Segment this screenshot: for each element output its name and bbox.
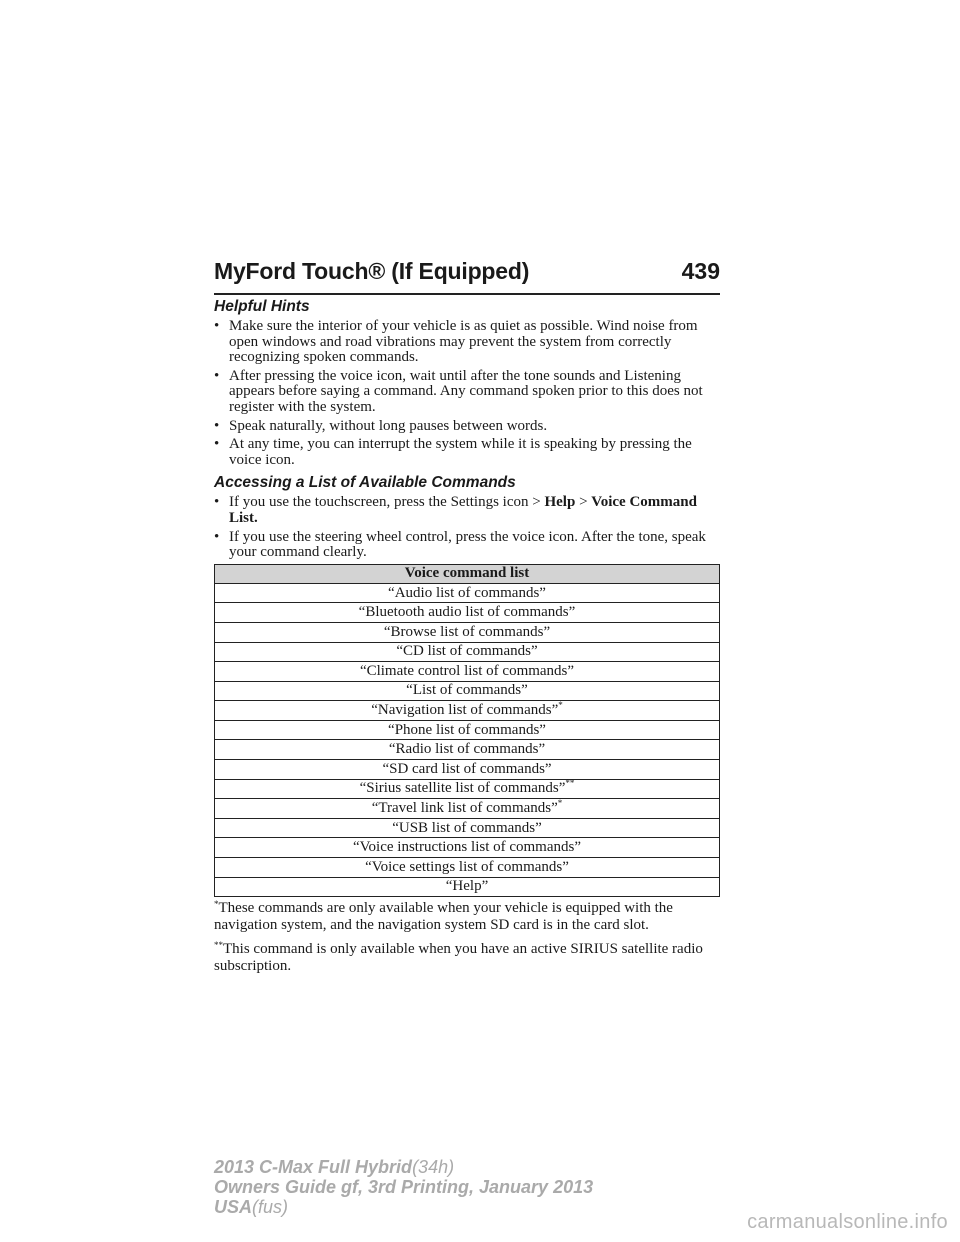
list-item: • At any time, you can interrupt the system while it is speaking by pressing the voice icon. bbox=[214, 436, 692, 468]
voice-command-list-label: Voice Command List. bbox=[229, 494, 697, 526]
accessing-commands-heading: Accessing a List of Available Commands bbox=[214, 474, 516, 492]
bullet-icon: • bbox=[214, 436, 220, 453]
accessing-commands-list bbox=[214, 495, 720, 560]
table-cell: “Phone list of commands” bbox=[215, 720, 720, 740]
footer-line-printing: Owners Guide gf, 3rd Printing, January 2013 bbox=[214, 1177, 594, 1197]
footnote-navigation: *These commands are only available when your vehicle is equipped with the navigation system, and the navigation system SD card is in the card slot. bbox=[214, 899, 673, 934]
table-cell: “SD card list of commands” bbox=[215, 760, 720, 780]
footer-line-region: USA(fus) bbox=[214, 1197, 289, 1217]
voice-command-table bbox=[214, 564, 720, 898]
bullet-icon: • bbox=[214, 494, 220, 511]
table-row bbox=[215, 603, 720, 623]
table-cell: “CD list of commands” bbox=[215, 642, 720, 662]
list-item: • If you use the touchscreen, press the Settings icon > Help > Voice Command List. bbox=[214, 494, 697, 526]
table-row bbox=[215, 740, 720, 760]
table-cell: “Browse list of commands” bbox=[215, 622, 720, 642]
table-row bbox=[215, 760, 720, 780]
table-row bbox=[215, 779, 720, 799]
table-row bbox=[215, 720, 720, 740]
table-cell: “Sirius satellite list of commands”** bbox=[215, 779, 720, 799]
table-row bbox=[215, 858, 720, 878]
table-cell: “List of commands” bbox=[215, 681, 720, 701]
page-content bbox=[214, 297, 720, 975]
table-row bbox=[215, 681, 720, 701]
table-cell: “USB list of commands” bbox=[215, 818, 720, 838]
bullet-icon: • bbox=[214, 417, 220, 434]
table-cell: “Navigation list of commands”* bbox=[215, 701, 720, 721]
table-header-row bbox=[215, 564, 720, 583]
help-menu-label: Help bbox=[544, 494, 576, 511]
table-row bbox=[215, 642, 720, 662]
table-cell: “Climate control list of commands” bbox=[215, 662, 720, 682]
list-item: • If you use the steering wheel control, press the voice icon. After the tone, speak your command clearly. bbox=[214, 528, 706, 561]
list-item: • Make sure the interior of your vehicle is as quiet as possible. Wind noise from open windows and road vibrations may prevent the system from correctly recognizing spoken commands. bbox=[214, 318, 698, 366]
page-footer bbox=[214, 1157, 593, 1217]
table-cell: “Travel link list of commands”* bbox=[215, 799, 720, 819]
table-cell: “Radio list of commands” bbox=[215, 740, 720, 760]
table-row bbox=[215, 583, 720, 603]
table-cell: “Bluetooth audio list of commands” bbox=[215, 603, 720, 623]
table-row bbox=[215, 701, 720, 721]
table-row bbox=[215, 838, 720, 858]
header-divider bbox=[214, 293, 720, 295]
table-header: Voice command list bbox=[215, 564, 720, 583]
table-row bbox=[215, 799, 720, 819]
table-row bbox=[215, 662, 720, 682]
watermark: carmanualsonline.info bbox=[747, 1211, 948, 1233]
table-cell: “Help” bbox=[215, 877, 720, 897]
list-item: • After pressing the voice icon, wait until after the tone sounds and Listening appears before saying a command. Any command spoken prior to this does not register with the system. bbox=[214, 367, 703, 415]
bullet-icon: • bbox=[214, 367, 220, 384]
table-row bbox=[215, 622, 720, 642]
footer-line-model: 2013 C-Max Full Hybrid(34h) bbox=[214, 1157, 455, 1177]
page-number: 439 bbox=[681, 258, 720, 284]
table-row bbox=[215, 818, 720, 838]
footnote-sirius: **This command is only available when you have an active SIRIUS satellite radio subscription. bbox=[214, 940, 703, 975]
table-row bbox=[215, 877, 720, 897]
table-cell: “Voice settings list of commands” bbox=[215, 858, 720, 878]
helpful-hints-list bbox=[214, 319, 720, 468]
table-cell: “Voice instructions list of commands” bbox=[215, 838, 720, 858]
page-header bbox=[214, 258, 720, 290]
table-cell: “Audio list of commands” bbox=[215, 583, 720, 603]
bullet-icon: • bbox=[214, 528, 220, 545]
helpful-hints-heading: Helpful Hints bbox=[214, 298, 310, 315]
page-title: MyFord Touch® (If Equipped) bbox=[214, 258, 530, 284]
bullet-icon: • bbox=[214, 318, 220, 334]
list-item: • Speak naturally, without long pauses between words. bbox=[214, 417, 548, 434]
